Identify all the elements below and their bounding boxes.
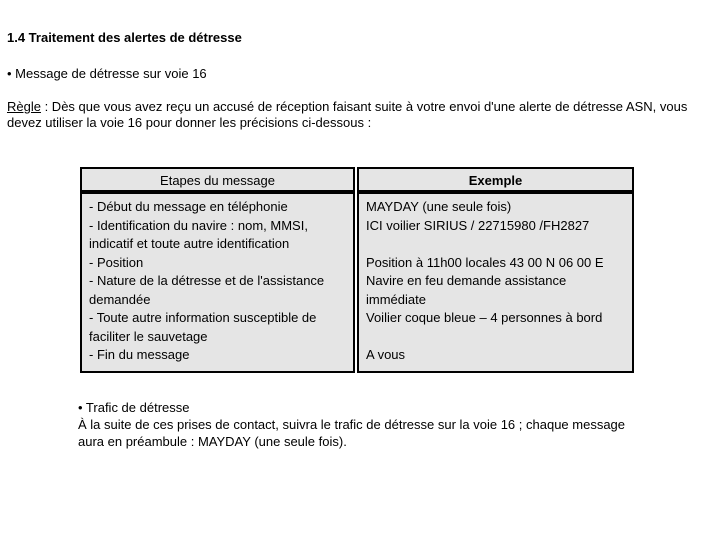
example-item: Navire en feu demande assistance immédiate xyxy=(366,273,567,307)
table-header-example xyxy=(357,167,634,192)
traffic-text: À la suite de ces prises de contact, suivra le trafic de détresse sur la voie 16 ; chaque message aura en préambule : MAYDAY (une seule fois). xyxy=(78,417,626,449)
example-item: Position à 11h00 locales 43 00 N 06 00 E xyxy=(366,254,604,270)
examples-column xyxy=(357,192,634,373)
distress-message-table xyxy=(80,167,634,373)
section-title: 1.4 Traitement des alertes de détresse xyxy=(7,30,242,45)
header-example-label: Exemple xyxy=(468,173,523,188)
bullet-voice-16: • Message de détresse sur voie 16 xyxy=(7,66,207,81)
step-item: - Nature de la détresse et de l'assistance demandée xyxy=(89,273,325,307)
step-item: - Toute autre information susceptible de faciliter le sauvetage xyxy=(89,310,317,344)
distress-traffic-section xyxy=(78,399,638,450)
example-item: A vous xyxy=(366,347,406,362)
step-item: - Début du message en téléphonie xyxy=(89,199,288,214)
step-item: - Position xyxy=(89,254,144,270)
example-item: ICI voilier SIRIUS / 22715980 /FH2827 xyxy=(366,217,590,233)
table-header-steps xyxy=(80,167,355,192)
rule-paragraph xyxy=(7,99,713,131)
example-item: Voilier coque bleue – 4 personnes à bord xyxy=(366,310,603,325)
example-item: MAYDAY (une seule fois) xyxy=(366,199,512,214)
steps-column xyxy=(80,192,355,373)
step-item: - Fin du message xyxy=(89,347,190,362)
step-item: - Identification du navire : nom, MMSI, indicatif et toute autre identification xyxy=(89,217,308,251)
rule-text: : Dès que vous avez reçu un accusé de réception faisant suite à votre envoi d'une alerte de détresse ASN, vous devez utiliser la voie 16 pour donner les précisions ci-dessous : xyxy=(7,99,688,130)
traffic-title: • Trafic de détresse xyxy=(78,400,190,415)
header-steps-label: Etapes du message xyxy=(160,173,275,188)
rule-label: Règle xyxy=(7,99,41,114)
